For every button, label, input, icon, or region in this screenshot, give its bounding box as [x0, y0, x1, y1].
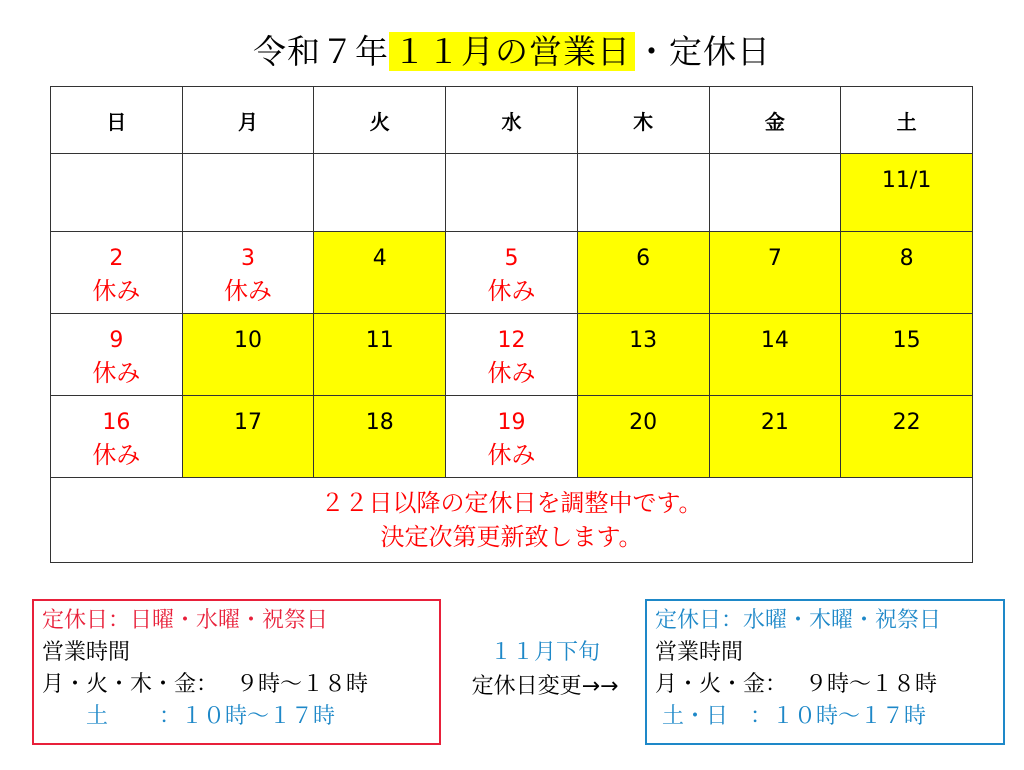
day-number: 6 — [636, 246, 651, 271]
weekday-thu: 木 — [577, 87, 709, 154]
next-holidays: 定休日：水曜・木曜・祝祭日 — [655, 608, 942, 633]
weekday-sat: 土 — [841, 87, 973, 154]
page-title — [0, 28, 1024, 76]
closed-label: 休み — [92, 359, 141, 387]
day-number: 16 — [102, 410, 131, 435]
calendar-day-cell — [446, 154, 578, 232]
calendar-day-cell — [314, 314, 446, 396]
day-number: 18 — [365, 410, 394, 435]
day-number: 7 — [767, 246, 782, 271]
calendar-day-cell — [841, 396, 973, 478]
calendar-day-cell — [709, 154, 841, 232]
day-number: 12 — [497, 328, 526, 353]
calendar-week-row — [51, 396, 973, 478]
current-hours-label: 営業時間 — [42, 640, 131, 665]
day-number: 5 — [504, 246, 519, 271]
weekday-sun: 日 — [51, 87, 183, 154]
closed-label: 休み — [224, 277, 273, 305]
calendar-day-cell — [446, 232, 578, 314]
day-number: 8 — [899, 246, 914, 271]
calendar-day-cell — [577, 396, 709, 478]
change-notice — [450, 636, 640, 704]
current-weekend-hours: 土 ：１０時～１７時 — [42, 704, 335, 729]
calendar-day-cell — [709, 396, 841, 478]
calendar-day-cell — [841, 154, 973, 232]
calendar-week-row — [51, 154, 973, 232]
calendar-day-cell — [182, 396, 314, 478]
weekday-fri: 金 — [709, 87, 841, 154]
day-number: 20 — [629, 410, 658, 435]
title-highlight: １１月の営業日 — [389, 32, 635, 71]
calendar-day-cell — [314, 154, 446, 232]
day-number: 10 — [234, 328, 263, 353]
title-suffix: ・定休日 — [635, 32, 771, 71]
title-prefix: 令和７年 — [253, 32, 389, 71]
calendar-day-cell — [446, 314, 578, 396]
day-number: 14 — [760, 328, 789, 353]
current-schedule-box — [32, 599, 441, 745]
next-hours-label: 営業時間 — [655, 640, 744, 665]
adjustment-note — [51, 478, 973, 563]
closed-label: 休み — [487, 359, 536, 387]
day-number: 19 — [497, 410, 526, 435]
calendar-day-cell — [182, 314, 314, 396]
day-number: 3 — [241, 246, 256, 271]
calendar-day-cell — [51, 232, 183, 314]
current-weekday-hours: 月・火・木・金： ９時～１８時 — [42, 672, 368, 697]
change-label: 定休日変更→→ — [471, 674, 619, 699]
weekday-header-row — [51, 87, 973, 154]
calendar-day-cell — [446, 396, 578, 478]
calendar-day-cell — [51, 154, 183, 232]
calendar-day-cell — [314, 232, 446, 314]
day-number: 21 — [760, 410, 789, 435]
change-timing: １１月下旬 — [489, 640, 600, 665]
closed-label: 休み — [487, 441, 536, 469]
next-weekend-hours: 土・日 ：１０時～１７時 — [655, 704, 926, 729]
calendar-day-cell — [841, 314, 973, 396]
day-number: 22 — [892, 410, 921, 435]
next-weekday-hours: 月・火・金： ９時～１８時 — [655, 672, 937, 697]
day-number: 11/1 — [881, 168, 932, 193]
calendar-day-cell — [182, 154, 314, 232]
calendar-day-cell — [841, 232, 973, 314]
current-holidays: 定休日：日曜・水曜・祝祭日 — [42, 608, 329, 633]
calendar-day-cell — [577, 232, 709, 314]
day-number: 11 — [365, 328, 394, 353]
next-schedule-box — [645, 599, 1005, 745]
closed-label: 休み — [92, 277, 141, 305]
calendar-day-cell — [577, 154, 709, 232]
calendar-day-cell — [51, 314, 183, 396]
calendar-day-cell — [577, 314, 709, 396]
note-line-2: 決定次第更新致します。 — [380, 523, 643, 551]
day-number: 9 — [109, 328, 124, 353]
weekday-tue: 火 — [314, 87, 446, 154]
closed-label: 休み — [487, 277, 536, 305]
calendar-table — [50, 86, 973, 563]
day-number: 2 — [109, 246, 124, 271]
weekday-mon: 月 — [182, 87, 314, 154]
day-number: 13 — [629, 328, 658, 353]
calendar-week-row — [51, 314, 973, 396]
day-number: 4 — [372, 246, 387, 271]
calendar-body — [51, 154, 973, 478]
closed-label: 休み — [92, 441, 141, 469]
calendar-week-row — [51, 232, 973, 314]
calendar-day-cell — [182, 232, 314, 314]
day-number: 17 — [234, 410, 263, 435]
calendar-day-cell — [709, 232, 841, 314]
weekday-wed: 水 — [446, 87, 578, 154]
note-line-1: ２２日以降の定休日を調整中です。 — [320, 489, 703, 517]
day-number: 15 — [892, 328, 921, 353]
calendar-day-cell — [709, 314, 841, 396]
calendar-day-cell — [314, 396, 446, 478]
calendar-day-cell — [51, 396, 183, 478]
